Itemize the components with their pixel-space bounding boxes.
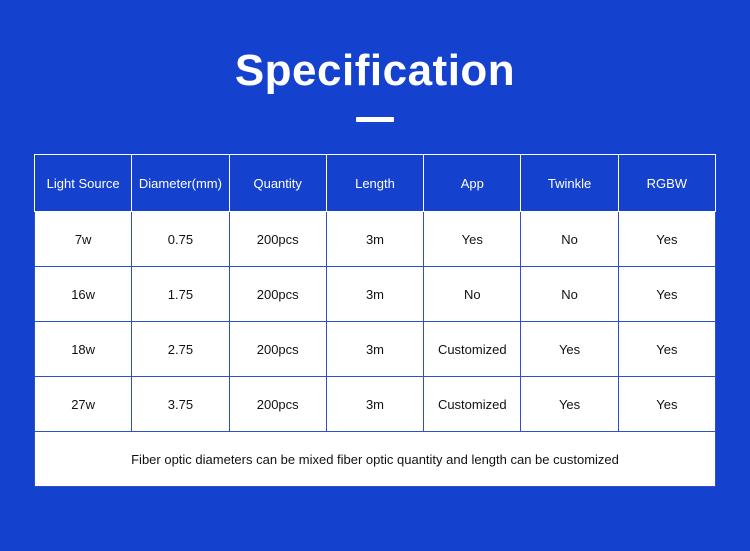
cell-light-source: 16w xyxy=(35,267,132,322)
cell-quantity: 200pcs xyxy=(229,212,326,267)
cell-rgbw: Yes xyxy=(618,377,715,432)
title-divider-wrap xyxy=(0,117,750,122)
cell-diameter: 3.75 xyxy=(132,377,229,432)
specification-table xyxy=(34,154,716,487)
cell-rgbw: Yes xyxy=(618,212,715,267)
table-footnote-row xyxy=(35,432,716,487)
table-header-row xyxy=(35,155,716,212)
column-header-twinkle: Twinkle xyxy=(521,155,618,212)
table-header xyxy=(35,155,716,212)
cell-light-source: 18w xyxy=(35,322,132,377)
title-divider xyxy=(356,117,394,122)
cell-rgbw: Yes xyxy=(618,322,715,377)
table-row xyxy=(35,212,716,267)
spec-table-wrap xyxy=(34,154,716,487)
cell-twinkle: Yes xyxy=(521,377,618,432)
cell-length: 3m xyxy=(326,322,423,377)
cell-length: 3m xyxy=(326,212,423,267)
cell-app: Customized xyxy=(424,377,521,432)
cell-rgbw: Yes xyxy=(618,267,715,322)
cell-length: 3m xyxy=(326,377,423,432)
cell-app: No xyxy=(424,267,521,322)
cell-app: Yes xyxy=(424,212,521,267)
cell-diameter: 1.75 xyxy=(132,267,229,322)
column-header-length: Length xyxy=(326,155,423,212)
cell-light-source: 7w xyxy=(35,212,132,267)
cell-quantity: 200pcs xyxy=(229,377,326,432)
cell-twinkle: No xyxy=(521,212,618,267)
cell-light-source: 27w xyxy=(35,377,132,432)
cell-twinkle: Yes xyxy=(521,322,618,377)
column-header-diameter: Diameter(mm) xyxy=(132,155,229,212)
table-row xyxy=(35,377,716,432)
table-footnote: Fiber optic diameters can be mixed fiber optic quantity and length can be customized xyxy=(35,432,716,487)
column-header-quantity: Quantity xyxy=(229,155,326,212)
cell-twinkle: No xyxy=(521,267,618,322)
table-row xyxy=(35,322,716,377)
table-row xyxy=(35,267,716,322)
page-title: Specification xyxy=(234,46,516,95)
column-header-light-source: Light Source xyxy=(35,155,132,212)
cell-quantity: 200pcs xyxy=(229,267,326,322)
cell-diameter: 0.75 xyxy=(132,212,229,267)
cell-quantity: 200pcs xyxy=(229,322,326,377)
cell-diameter: 2.75 xyxy=(132,322,229,377)
column-header-app: App xyxy=(424,155,521,212)
table-body xyxy=(35,212,716,487)
column-header-rgbw: RGBW xyxy=(618,155,715,212)
cell-length: 3m xyxy=(326,267,423,322)
cell-app: Customized xyxy=(424,322,521,377)
